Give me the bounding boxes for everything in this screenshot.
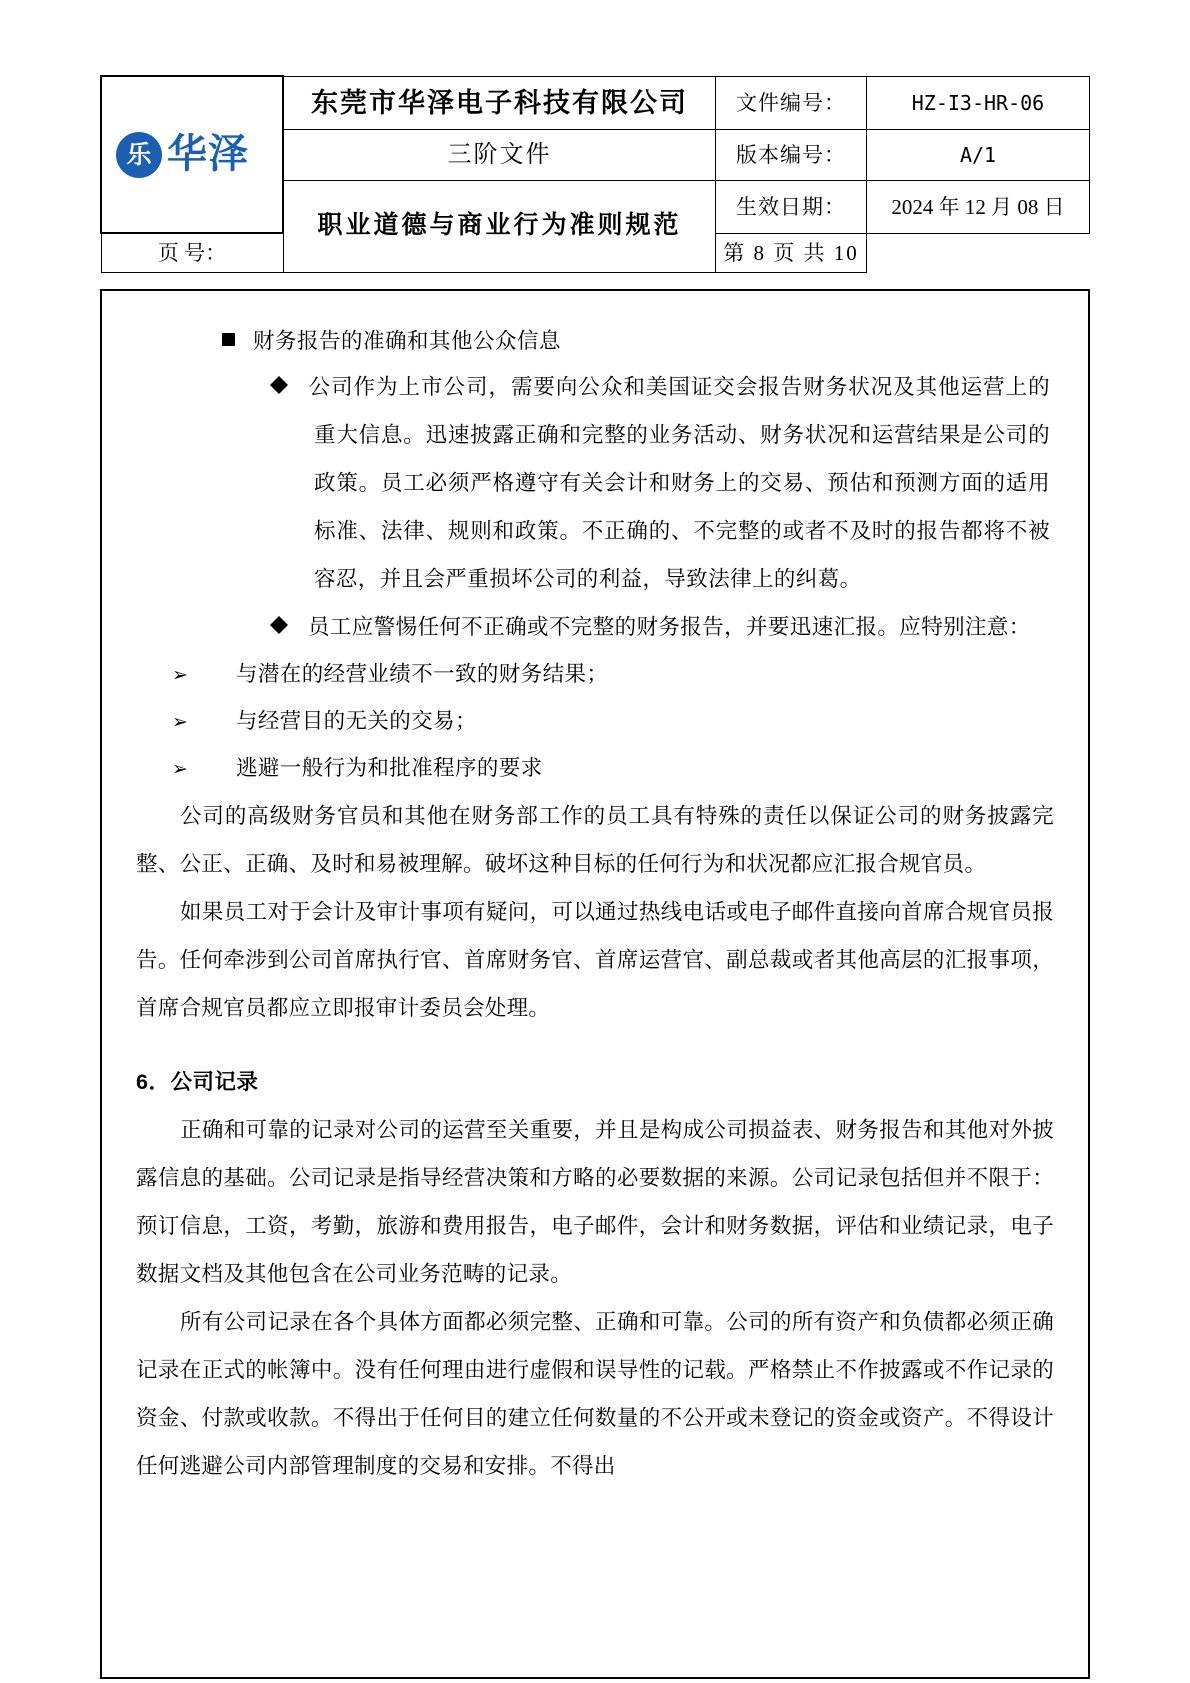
- version-number-label: 版本编号：: [716, 129, 867, 180]
- section-heading-6: 6．公司记录: [136, 1070, 259, 1094]
- list-item-level1-text: 财务报告的准确和其他公众信息: [253, 329, 562, 353]
- doc-number-label: 文件编号：: [716, 76, 867, 129]
- square-bullet-icon: [222, 333, 235, 346]
- arrow-bullet-icon: ➢: [172, 711, 189, 733]
- list-item-level1: [253, 319, 1054, 363]
- version-number-value: A/1: [867, 129, 1090, 180]
- effective-date-value: 2024 年 12 月 08 日: [867, 180, 1090, 233]
- list-item-level3: [172, 698, 1054, 745]
- company-name: 东莞市华泽电子科技有限公司: [283, 76, 716, 129]
- list-item-level2-text: 公司作为上市公司，需要向公众和美国证交会报告财务状况及其他运营上的重大信息。迅速披露正确和完整的业务活动、财务状况和运营结果是公司的政策。员工必须严格遵守有关会计和财务上的交易、预估和预测方面的适用标准、法律、规则和政策。不正确的、不完整的或者不及时的报告都将不被容忍，并且会严重损坏公司的利益，导致法律上的纠葛。: [308, 375, 1050, 591]
- list-item-level3-text: 与潜在的经营业绩不一致的财务结果；: [236, 662, 609, 686]
- paragraph: 公司的高级财务官员和其他在财务部工作的员工具有特殊的责任以保证公司的财务披露完整、公正、正确、及时和易被理解。破坏这种目标的任何行为和状况都应汇报合规官员。: [136, 804, 1054, 876]
- paragraph: 如果员工对于会计及审计事项有疑问，可以通过热线电话或电子邮件直接向首席合规官员报告。任何牵涉到公司首席执行官、首席财务官、首席运营官、副总裁或者其他高层的汇报事项，首席合规官员都应立即报审计委员会处理。: [136, 900, 1054, 1020]
- list-item-level3: [172, 651, 1054, 698]
- logo-badge-icon: 乐: [116, 132, 162, 178]
- document-body: [100, 289, 1090, 1679]
- document-title: 职业道德与商业行为准则规范: [283, 180, 716, 273]
- diamond-bullet-icon: [270, 367, 288, 385]
- list-item-level2-text: 员工应警惕任何不正确或不完整的财务报告，并要迅速汇报。应特别注意：: [308, 615, 1031, 639]
- diamond-bullet-icon: [270, 607, 288, 625]
- doc-number-value: HZ-I3-HR-06: [867, 76, 1090, 129]
- list-item-level2: [308, 363, 1054, 603]
- arrow-bullet-icon: ➢: [172, 664, 189, 686]
- document-header-table: [100, 75, 1090, 273]
- paragraph: 所有公司记录在各个具体方面都必须完整、正确和可靠。公司的所有资产和负债都必须正确记录在正式的帐簿中。没有任何理由进行虚假和误导性的记载。严格禁止不作披露或不作记录的资金、付款或收款。不得出于任何目的建立任何数量的不公开或未登记的资金或资产。不得设计任何逃避公司内部管理制度的交易和安排。不得出: [136, 1310, 1054, 1478]
- arrow-bullet-icon: ➢: [172, 758, 189, 780]
- page-number-value: 第 8 页 共 10: [716, 233, 867, 273]
- list-item-level2: [308, 603, 1054, 651]
- logo-brand-text: 华泽: [167, 130, 249, 177]
- effective-date-label: 生效日期：: [716, 180, 867, 233]
- page-number-label: 页 号：: [101, 233, 283, 273]
- logo: [112, 126, 272, 184]
- document-level: 三阶文件: [283, 129, 716, 180]
- paragraph: 正确和可靠的记录对公司的运营至关重要，并且是构成公司损益表、财务报告和其他对外披露信息的基础。公司记录是指导经营决策和方略的必要数据的来源。公司记录包括但并不限于：预订信息，工资，考勤，旅游和费用报告，电子邮件，会计和财务数据，评估和业绩记录，电子数据文档及其他包含在公司业务范畴的记录。: [136, 1118, 1054, 1286]
- list-item-level3: [172, 745, 1054, 792]
- list-item-level3-text: 与经营目的无关的交易；: [236, 709, 477, 733]
- company-logo-cell: [101, 76, 283, 233]
- list-item-level3-text: 逃避一般行为和批准程序的要求: [236, 756, 543, 780]
